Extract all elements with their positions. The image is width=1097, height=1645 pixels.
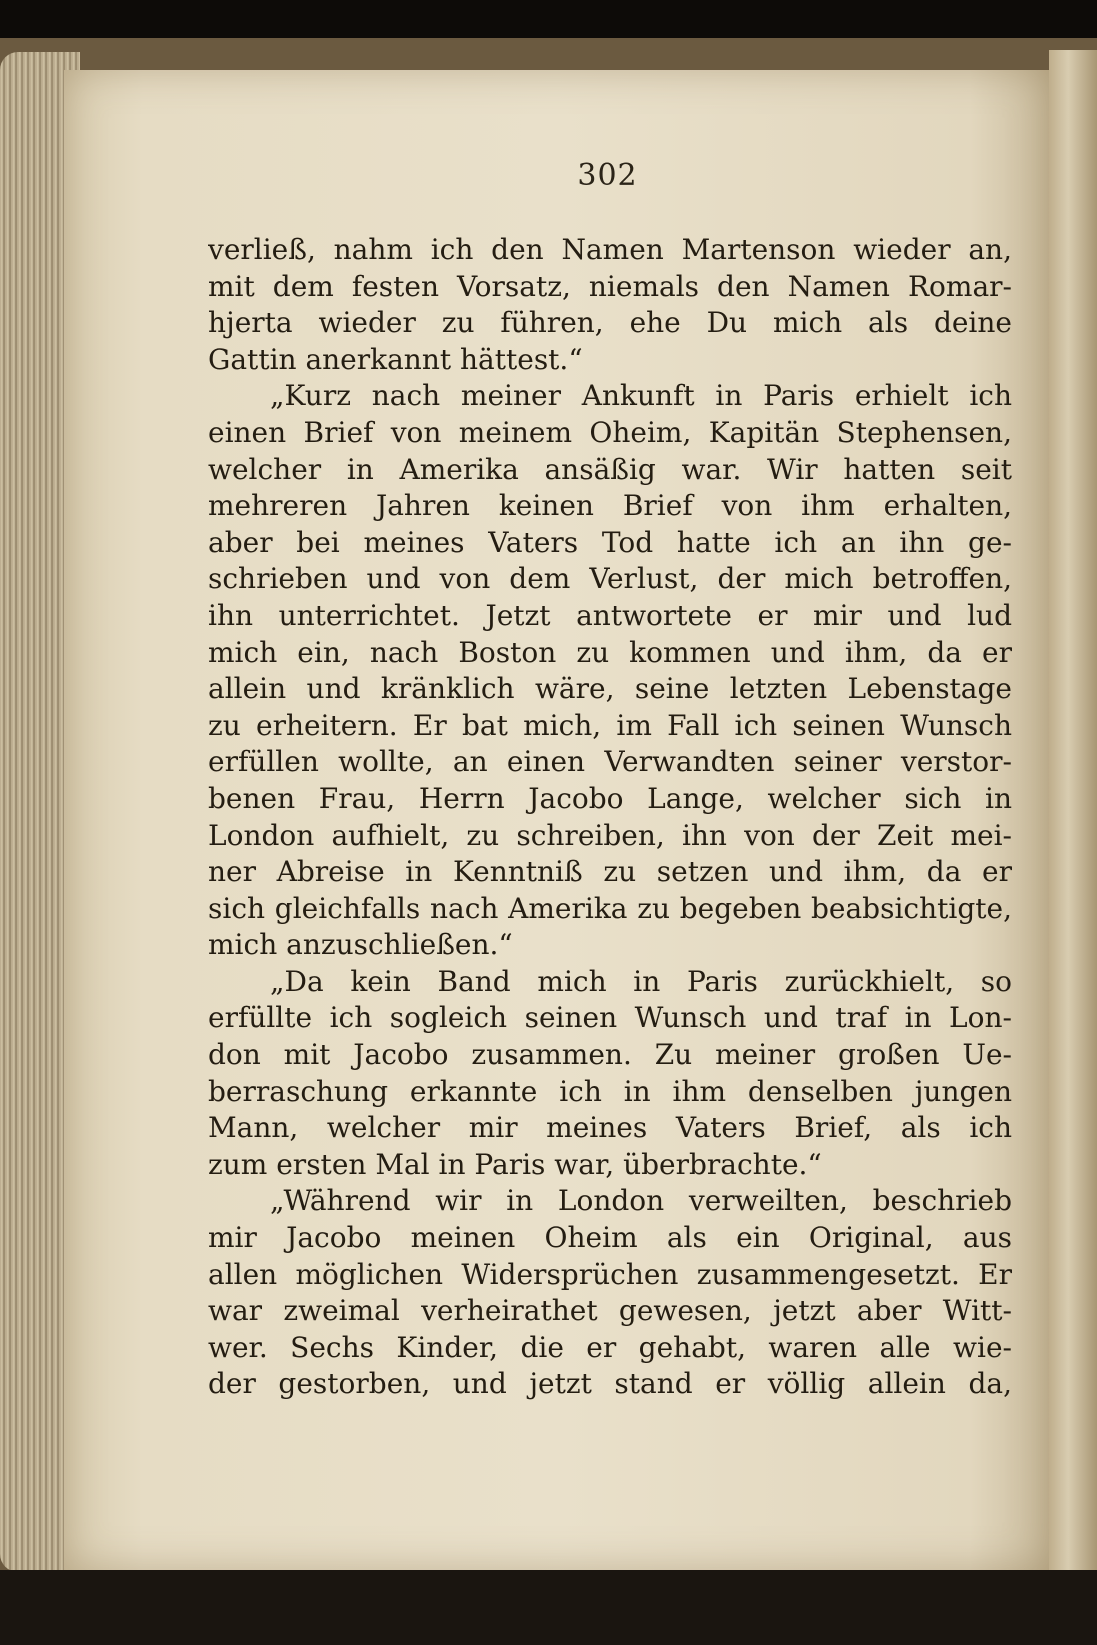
text-line: sich gleichfalls nach Amerika zu begeben beabsichtigte,	[208, 891, 1012, 925]
text-line: benen Frau, Herrn Jacobo Lange, welcher sich in	[208, 781, 1012, 815]
text-line: erfüllte ich sogleich seinen Wunsch und traf in Lon-	[208, 1001, 1012, 1035]
text-line: Mann, welcher mir meines Vaters Brief, als ich	[208, 1111, 1012, 1145]
text-line: einen Brief von meinem Oheim, Kapitän Stephensen,	[208, 415, 1012, 449]
text-line: schrieben und von dem Verlust, der mich betroffen,	[208, 562, 1012, 596]
text-line: allen möglichen Widersprüchen zusammengesetzt. Er	[208, 1257, 1012, 1291]
text-line: aber bei meines Vaters Tod hatte ich an ihn ge-	[208, 525, 1012, 559]
text-line: hjerta wieder zu führen, ehe Du mich als deine	[208, 306, 1012, 340]
text-line: „Kurz nach meiner Ankunft in Paris erhielt ich	[270, 379, 1012, 413]
text-line: erfüllen wollte, an einen Verwandten seiner verstor-	[208, 745, 1012, 779]
text-line: „Da kein Band mich in Paris zurückhielt, so	[270, 964, 1012, 998]
text-line: zum ersten Mal in Paris war, überbrachte.“	[208, 1147, 822, 1181]
text-line: mich ein, nach Boston zu kommen und ihm, da er	[208, 635, 1012, 669]
bottom-shadow	[0, 1570, 1097, 1645]
text-line: verließ, nahm ich den Namen Martenson wieder an,	[208, 233, 1012, 266]
text-line: mehreren Jahren keinen Brief von ihm erhalten,	[208, 489, 1012, 523]
text-line: London aufhielt, zu schreiben, ihn von der Zeit mei-	[208, 818, 1012, 852]
text-line: don mit Jacobo zusammen. Zu meiner großen Ue-	[208, 1038, 1012, 1072]
text-line: zu erheitern. Er bat mich, im Fall ich seinen Wunsch	[208, 708, 1012, 742]
text-line: der gestorben, und jetzt stand er völlig allein da,	[208, 1367, 1012, 1401]
text-line: wer. Sechs Kinder, die er gehabt, waren alle wie-	[208, 1330, 1012, 1364]
text-line: „Während wir in London verweilten, beschrieb	[270, 1184, 1012, 1218]
body-text	[208, 232, 1012, 1403]
text-line: mich anzuschließen.“	[208, 928, 513, 962]
text-line: welcher in Amerika ansäßig war. Wir hatten seit	[208, 452, 1012, 486]
text-line: ihn unterrichtet. Jetzt antwortete er mir und lud	[208, 598, 1012, 632]
page-number: 302	[577, 158, 638, 193]
text-line: mir Jacobo meinen Oheim als ein Original, aus	[208, 1221, 1012, 1255]
text-line: mit dem festen Vorsatz, niemals den Namen Romar-	[208, 269, 1012, 303]
text-line: war zweimal verheirathet gewesen, jetzt aber Witt-	[208, 1294, 1012, 1328]
text-line: Gattin anerkannt hättest.“	[208, 342, 583, 376]
text-line: allein und kränklich wäre, seine letzten Lebenstage	[208, 672, 1012, 706]
text-line: ner Abreise in Kenntniß zu setzen und ihm, da er	[208, 855, 1012, 889]
text-line: berraschung erkannte ich in ihm denselben jungen	[208, 1074, 1012, 1108]
book-spine	[1049, 50, 1097, 1610]
